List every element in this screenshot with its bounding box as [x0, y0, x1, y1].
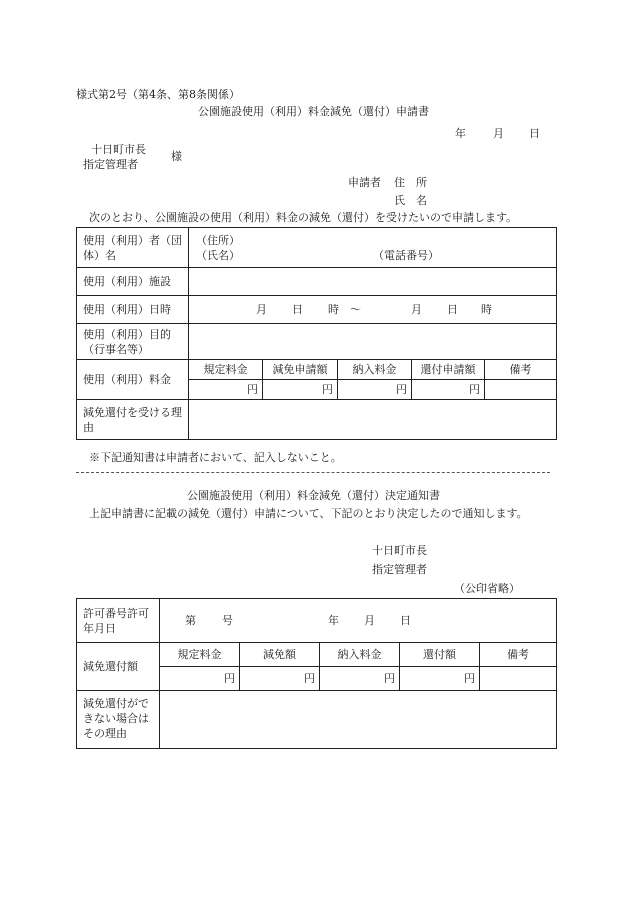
addressee-suffix: 様 [171, 150, 182, 163]
note-text: ※下記通知書は申請者において、記入しないこと。 [89, 451, 342, 464]
issuer-mayor: 十日町市長 [372, 544, 427, 557]
notice-reduction-yen[interactable]: 円 [240, 667, 320, 691]
form-number: 様式第2号（第4条、第8条関係） [76, 88, 240, 101]
document-title: 公園施設使用（利用）料金減免（還付）申請書 [198, 105, 429, 118]
datetime-cell[interactable] [189, 296, 557, 324]
notice-refund-yen[interactable]: 円 [400, 667, 480, 691]
facility-label: 使用（利用）施設 [77, 268, 189, 296]
date-day: 日 [529, 127, 540, 140]
permit-month: 月 [364, 614, 375, 627]
notice-header-refund: 還付額 [400, 643, 480, 667]
permit-dai: 第 [185, 614, 196, 627]
reason-label: 減免還付を受ける理由 [77, 400, 189, 440]
fee-refund-yen[interactable]: 円 [412, 380, 485, 400]
notice-title: 公園施設使用（利用）料金減免（還付）決定通知書 [187, 489, 440, 502]
refusal-reason-label: 減免還付ができない場合はその理由 [77, 691, 160, 749]
cut-line [76, 472, 550, 473]
purpose-cell[interactable] [189, 324, 557, 360]
fee-label: 使用（利用）料金 [77, 360, 189, 400]
permit-go: 号 [222, 614, 233, 627]
date-year: 年 [455, 127, 466, 140]
date-month: 月 [493, 127, 504, 140]
applicant-label: 申請者 [348, 176, 381, 189]
applicant-name-cell[interactable] [189, 228, 557, 268]
application-table [76, 227, 557, 440]
fee-header-paid: 納入料金 [338, 360, 412, 380]
permit-day: 日 [400, 614, 411, 627]
fee-remarks-cell[interactable] [485, 380, 557, 400]
applicant-name: （氏名） [196, 248, 240, 262]
purpose-label: 使用（利用）目的（行事名等） [77, 324, 189, 360]
datetime-hour1: 時 [328, 303, 339, 316]
addressee-mayor: 十日町市長 [91, 143, 146, 156]
issuer-manager: 指定管理者 [372, 563, 427, 576]
applicant-address: （住所） [196, 233, 240, 247]
fee-header-refund: 還付申請額 [412, 360, 485, 380]
seal-omitted: （公印省略） [454, 582, 520, 595]
datetime-day1: 日 [292, 303, 303, 316]
notice-header-paid: 納入料金 [320, 643, 400, 667]
amount-label: 減免還付額 [77, 643, 160, 691]
applicant-name-label: 使用（利用）者（団体）名 [77, 228, 189, 268]
addressee-manager: 指定管理者 [83, 158, 138, 171]
notice-header-standard: 規定料金 [160, 643, 240, 667]
datetime-label: 使用（利用）日時 [77, 296, 189, 324]
notice-header-remarks: 備考 [480, 643, 557, 667]
fee-header-standard: 規定料金 [189, 360, 263, 380]
permit-label: 許可番号許可年月日 [77, 599, 160, 643]
datetime-day2: 日 [447, 303, 458, 316]
permit-year: 年 [328, 614, 339, 627]
notice-intro: 上記申請書に記載の減免（還付）申請について、下記のとおり決定したので通知します。 [89, 507, 528, 520]
facility-cell[interactable] [189, 268, 557, 296]
datetime-hour2: 時 [481, 303, 492, 316]
fee-header-remarks: 備考 [485, 360, 557, 380]
intro-text: 次のとおり、公園施設の使用（利用）料金の減免（還付）を受けたいので申請します。 [89, 211, 518, 224]
fee-standard-yen[interactable]: 円 [189, 380, 263, 400]
permit-cell[interactable] [160, 599, 557, 643]
reason-cell[interactable] [189, 400, 557, 440]
refusal-reason-cell[interactable] [160, 691, 557, 749]
name-label: 氏 名 [394, 194, 427, 207]
notice-table [76, 598, 557, 749]
fee-paid-yen[interactable]: 円 [338, 380, 412, 400]
datetime-month1: 月 [256, 303, 267, 316]
fee-header-reduction: 減免申請額 [263, 360, 338, 380]
notice-header-reduction: 減免額 [240, 643, 320, 667]
datetime-month2: 月 [411, 303, 422, 316]
notice-remarks-cell[interactable] [480, 667, 557, 691]
notice-paid-yen[interactable]: 円 [320, 667, 400, 691]
address-label: 住 所 [394, 176, 427, 189]
fee-reduction-yen[interactable]: 円 [263, 380, 338, 400]
notice-standard-yen[interactable]: 円 [160, 667, 240, 691]
datetime-tilde: ～ [350, 303, 361, 316]
applicant-phone: （電話番号） [373, 249, 439, 262]
